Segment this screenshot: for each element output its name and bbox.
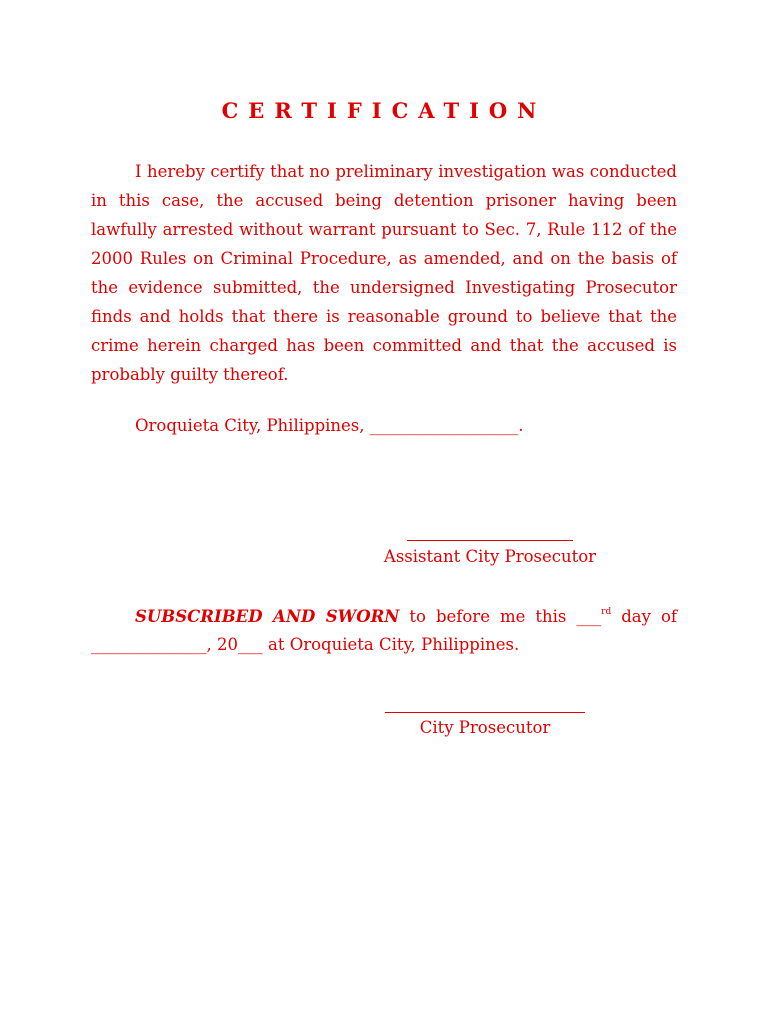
sworn-statement — [91, 598, 677, 659]
place-date-line: Oroquieta City, Philippines, __________________. — [135, 416, 524, 435]
signature-line — [407, 520, 573, 541]
signature-title: Assistant City Prosecutor — [383, 547, 597, 566]
sworn-text-2: day of ______________, 20___ at Oroquieta City, Philippines. — [91, 607, 677, 654]
ordinal-suffix: rd — [601, 607, 612, 617]
assistant-prosecutor-signature — [380, 520, 600, 566]
certification-body: I hereby certify that no preliminary investigation was conducted in this case, the accused being detention prisoner having been lawfully arrested without warrant pursuant to Sec. 7, Rule 112 of the 2000 Rules on Criminal Procedure, as amended, and on the basis of the evidence submitted, the undersigned Investigating Prosecutor finds and holds that there is reasonable ground to believe that the crime herein charged has been committed and that the accused is probably guilty thereof. — [91, 162, 677, 384]
document-title: CERTIFICATION — [221, 98, 547, 123]
signature-line — [385, 692, 585, 713]
city-prosecutor-signature — [384, 692, 586, 737]
sworn-text-1: to before me this ___ — [399, 607, 602, 626]
sworn-lead: SUBSCRIBED AND SWORN — [135, 607, 400, 626]
signature-title: City Prosecutor — [419, 718, 551, 737]
